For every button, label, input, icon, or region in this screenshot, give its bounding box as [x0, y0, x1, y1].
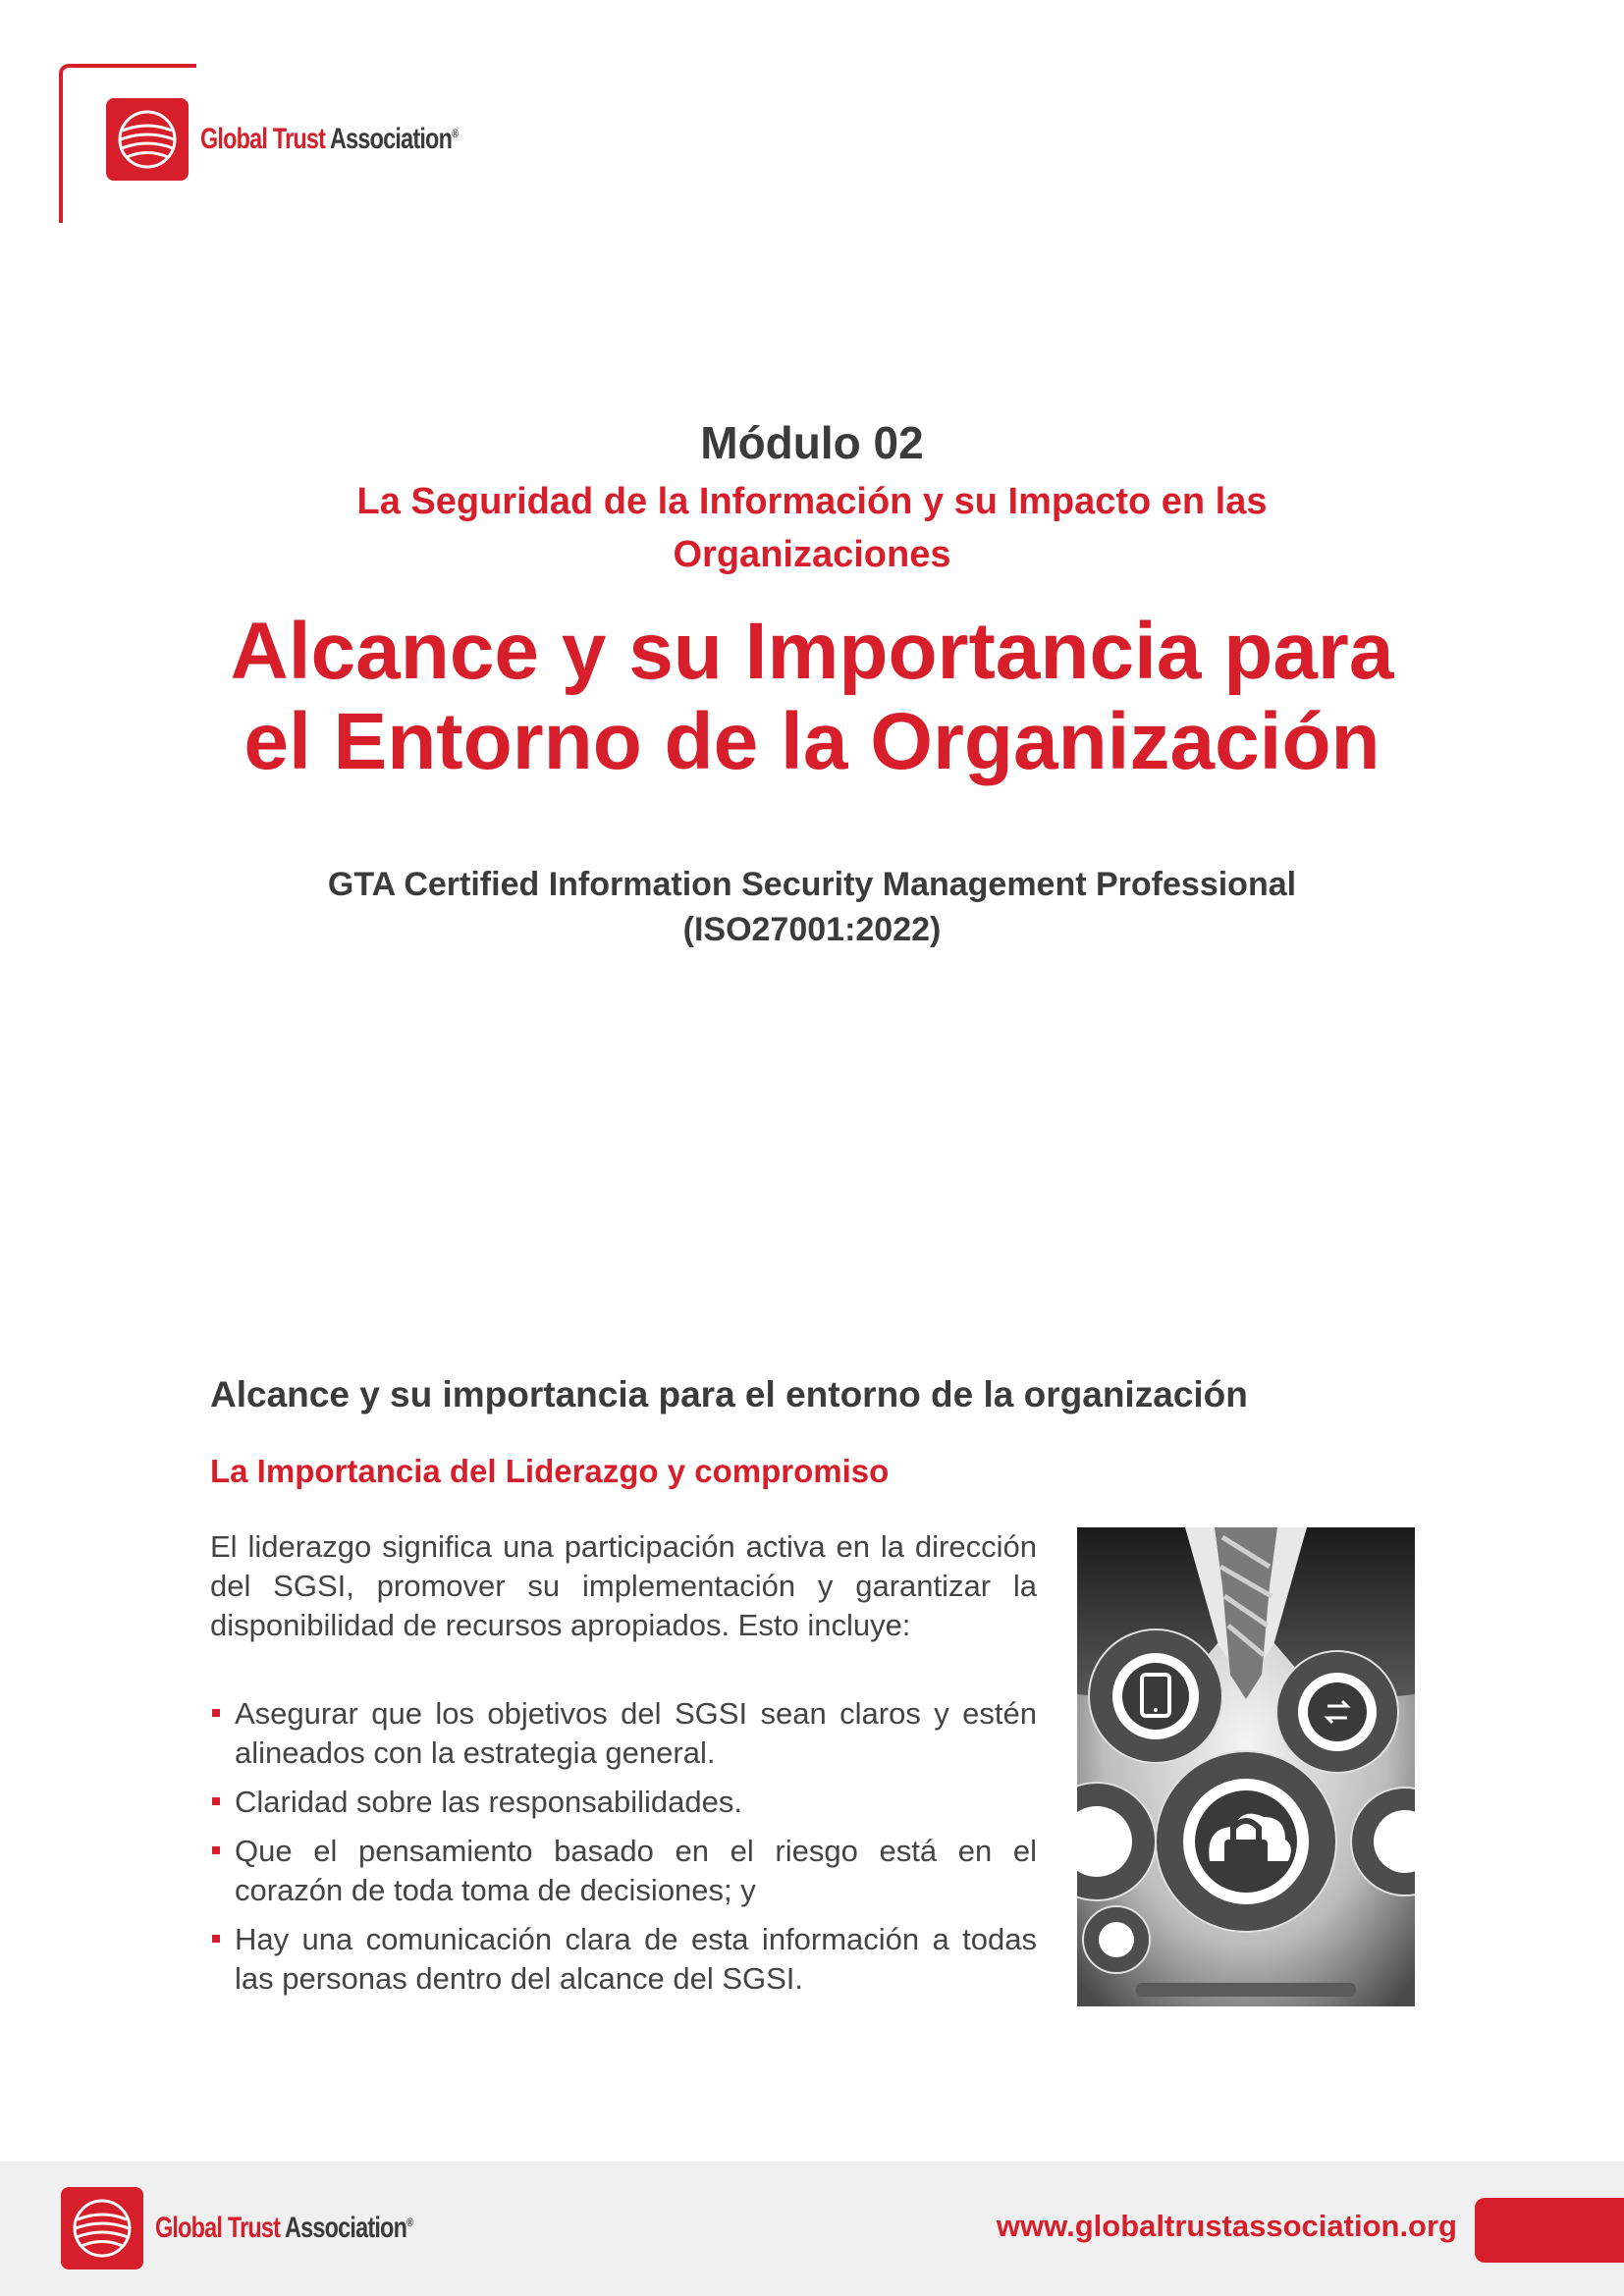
bullet-square-icon — [212, 1797, 220, 1805]
list-item — [210, 1832, 1037, 1910]
bullet-square-icon — [212, 1935, 220, 1943]
website-link[interactable]: www.globaltrustassociation.org — [996, 2209, 1457, 2243]
brand-name — [200, 123, 458, 156]
section-subheading: La Importancia del Liderazgo y compromiso — [210, 1453, 890, 1489]
page-title-line2: el Entorno de la Organización — [244, 697, 1380, 786]
bullet-square-icon — [212, 1709, 220, 1717]
registered-mark: ® — [406, 2216, 413, 2229]
bullet-square-icon — [212, 1846, 220, 1854]
brand-name-part1: Global Trust — [200, 123, 326, 155]
list-item-text: Asegurar que los objetivos del SGSI sean claros y estén alineados con la estrategia general. — [235, 1696, 1037, 1770]
brand-name-part2: Association — [330, 123, 453, 155]
course-title-line2: (ISO27001:2022) — [682, 911, 942, 948]
section-heading: Alcance y su importancia para el entorno de la organización — [210, 1374, 1248, 1415]
course-title-line1: GTA Certified Information Security Management Professional — [327, 866, 1297, 903]
module-subtitle-line2: Organizaciones — [673, 534, 951, 575]
course-title — [0, 862, 1624, 952]
registered-mark: ® — [452, 127, 459, 140]
list-item — [210, 1920, 1037, 1999]
globe-logo-icon — [61, 2187, 143, 2269]
module-number: Módulo 02 — [700, 417, 924, 468]
list-item — [210, 1783, 1037, 1822]
header-logo — [106, 98, 530, 181]
brand-name-part1: Global Trust — [155, 2212, 281, 2244]
list-item-text: Que el pensamiento basado en el riesgo está en el corazón de toda toma de decisiones; y — [235, 1834, 1037, 1907]
brand-name-part2: Association — [285, 2212, 407, 2244]
bullet-list — [210, 1694, 1037, 2008]
brand-name — [155, 2212, 412, 2245]
module-subtitle — [0, 475, 1624, 581]
module-subtitle-line1: La Seguridad de la Información y su Impacto en las — [356, 481, 1268, 522]
footer-logo — [61, 2187, 485, 2269]
list-item-text: Hay una comunicación clara de esta información a todas las personas dentro del alcance del SGSI. — [235, 1922, 1037, 1996]
globe-logo-icon — [106, 98, 189, 181]
list-item-text: Claridad sobre las responsabilidades. — [235, 1785, 742, 1819]
intro-paragraph: El liderazgo significa una participación activa en la dirección del SGSI, promover su implementación y garantizar la disponibilidad de recursos apropiados. Esto incluye: — [210, 1529, 1037, 1642]
footer-accent-tab — [1475, 2198, 1624, 2263]
list-item — [210, 1694, 1037, 1773]
page-title-line1: Alcance y su Importancia para — [230, 607, 1394, 696]
leadership-security-photo — [1077, 1527, 1415, 2006]
page-title — [0, 607, 1624, 787]
